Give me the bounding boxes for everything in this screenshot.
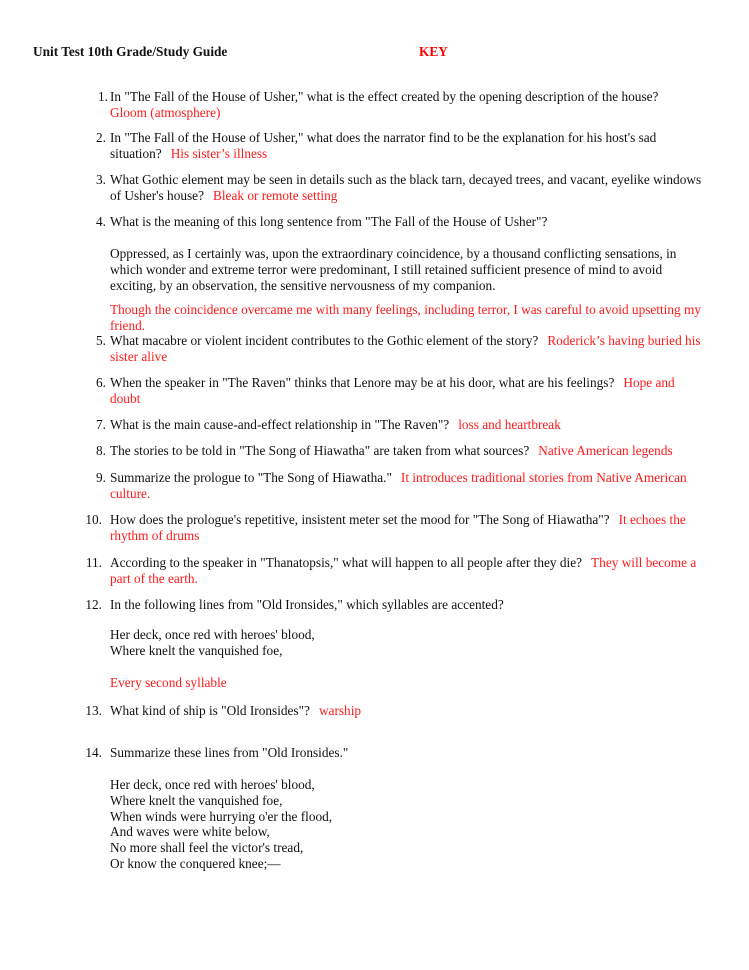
answer-text: It echoes the rhythm of drums xyxy=(110,512,686,543)
question-text: According to the speaker in "Thanatopsis," what will happen to all people after they die? xyxy=(110,555,583,570)
answer-text: Roderick’s having buried his sister alive xyxy=(110,333,701,364)
question-6 xyxy=(96,375,702,407)
question-text: In "The Fall of the House of Usher," what does the narrator find to be the explanation for his host's sad situation? xyxy=(110,130,657,161)
answer-text: loss and heartbreak xyxy=(458,417,561,432)
poem-line: And waves were white below, xyxy=(110,824,270,840)
question-2 xyxy=(96,130,702,162)
question-number: 6. xyxy=(96,375,106,390)
question-text: What Gothic element may be seen in details such as the black tarn, decayed trees, and vacant, eyelike windows of Usher's house? xyxy=(110,172,702,203)
question-text: In "The Fall of the House of Usher," what is the effect created by the opening description of the house? xyxy=(110,89,659,104)
question-text: When the speaker in "The Raven" thinks that Lenore may be at his door, what are his feelings? xyxy=(110,375,615,390)
question-number: 1. xyxy=(98,89,108,104)
question-8 xyxy=(96,443,702,459)
question-number: 2. xyxy=(96,130,106,145)
question-11 xyxy=(85,555,702,587)
question-3 xyxy=(96,172,702,204)
question-number: 13. xyxy=(85,703,102,718)
question-text: How does the prologue's repetitive, insistent meter set the mood for "The Song of Hiawatha"? xyxy=(110,512,610,527)
question-13 xyxy=(85,703,702,719)
question-text: Summarize the prologue to "The Song of Hiawatha." xyxy=(110,470,392,485)
poem-line: Her deck, once red with heroes' blood, xyxy=(110,627,315,642)
poem-line: When winds were hurrying o'er the flood, xyxy=(110,808,333,824)
answer-text: Bleak or remote setting xyxy=(212,187,338,203)
document-title: Unit Test 10th Grade/Study Guide xyxy=(33,44,228,59)
question-number: 5. xyxy=(96,333,106,348)
question-text: What macabre or violent incident contributes to the Gothic element of the story? xyxy=(110,333,539,348)
question-4 xyxy=(96,214,702,230)
answer-text: They will become a part of the earth. xyxy=(110,555,697,586)
question-number: 9. xyxy=(96,470,106,485)
question-number: 11. xyxy=(85,555,102,570)
question-number: 10. xyxy=(85,512,102,527)
question-text: Summarize these lines from "Old Ironsides." xyxy=(110,745,349,760)
question-7 xyxy=(96,417,702,433)
question-text: What is the meaning of this long sentence from "The Fall of the House of Usher"? xyxy=(110,214,548,229)
answer-text: warship xyxy=(318,703,362,718)
question-number: 7. xyxy=(96,417,106,432)
question-5 xyxy=(96,333,702,365)
answer-text: His sister’s illness xyxy=(170,145,268,161)
poem-excerpt xyxy=(110,777,702,872)
poem-line: No more shall feel the victor's tread, xyxy=(110,840,304,856)
question-text: In the following lines from "Old Ironsides," which syllables are accented? xyxy=(110,597,504,612)
answer-text: Every second syllable xyxy=(110,675,227,690)
answer-text: Native American legends xyxy=(538,443,673,458)
question-14 xyxy=(85,745,702,761)
question-text: The stories to be told in "The Song of Hiawatha" are taken from what sources? xyxy=(110,443,530,458)
question-9 xyxy=(96,470,702,502)
question-number: 14. xyxy=(85,745,102,760)
poem-line: Her deck, once red with heroes' blood, xyxy=(110,777,315,792)
question-number: 4. xyxy=(96,214,106,229)
answer-text: Though the coincidence overcame me with many feelings, including terror, I was careful to avoid upsetting my friend. xyxy=(110,302,701,333)
poem-excerpt xyxy=(110,627,702,659)
question-10 xyxy=(85,512,702,544)
question-number: 8. xyxy=(96,443,106,458)
question-number: 3. xyxy=(96,172,106,187)
answer-text: Gloom (atmosphere) xyxy=(110,104,221,120)
poem-line: Where knelt the vanquished foe, xyxy=(110,792,283,808)
answer-text: Hope and doubt xyxy=(110,375,675,406)
answer-key-label: KEY xyxy=(419,44,448,59)
question-text: What is the main cause-and-effect relationship in "The Raven"? xyxy=(110,417,450,432)
question-12 xyxy=(85,597,702,613)
answer-text: It introduces traditional stories from Native American culture. xyxy=(110,470,687,501)
poem-line: Or know the conquered knee;— xyxy=(110,855,281,871)
question-text: What kind of ship is "Old Ironsides"? xyxy=(110,703,310,718)
question-1 xyxy=(98,89,702,121)
quoted-passage: Oppressed, as I certainly was, upon the extraordinary coincidence, by a thousand conflicting sensations, in which wonder and extreme terror were predominant, I still retained sufficient presence of mind to avoid exciting, by an observation, the sensitive nervousness of my companion. xyxy=(110,246,677,293)
question-number: 12. xyxy=(85,597,102,612)
poem-line: Where knelt the vanquished foe, xyxy=(110,642,283,658)
